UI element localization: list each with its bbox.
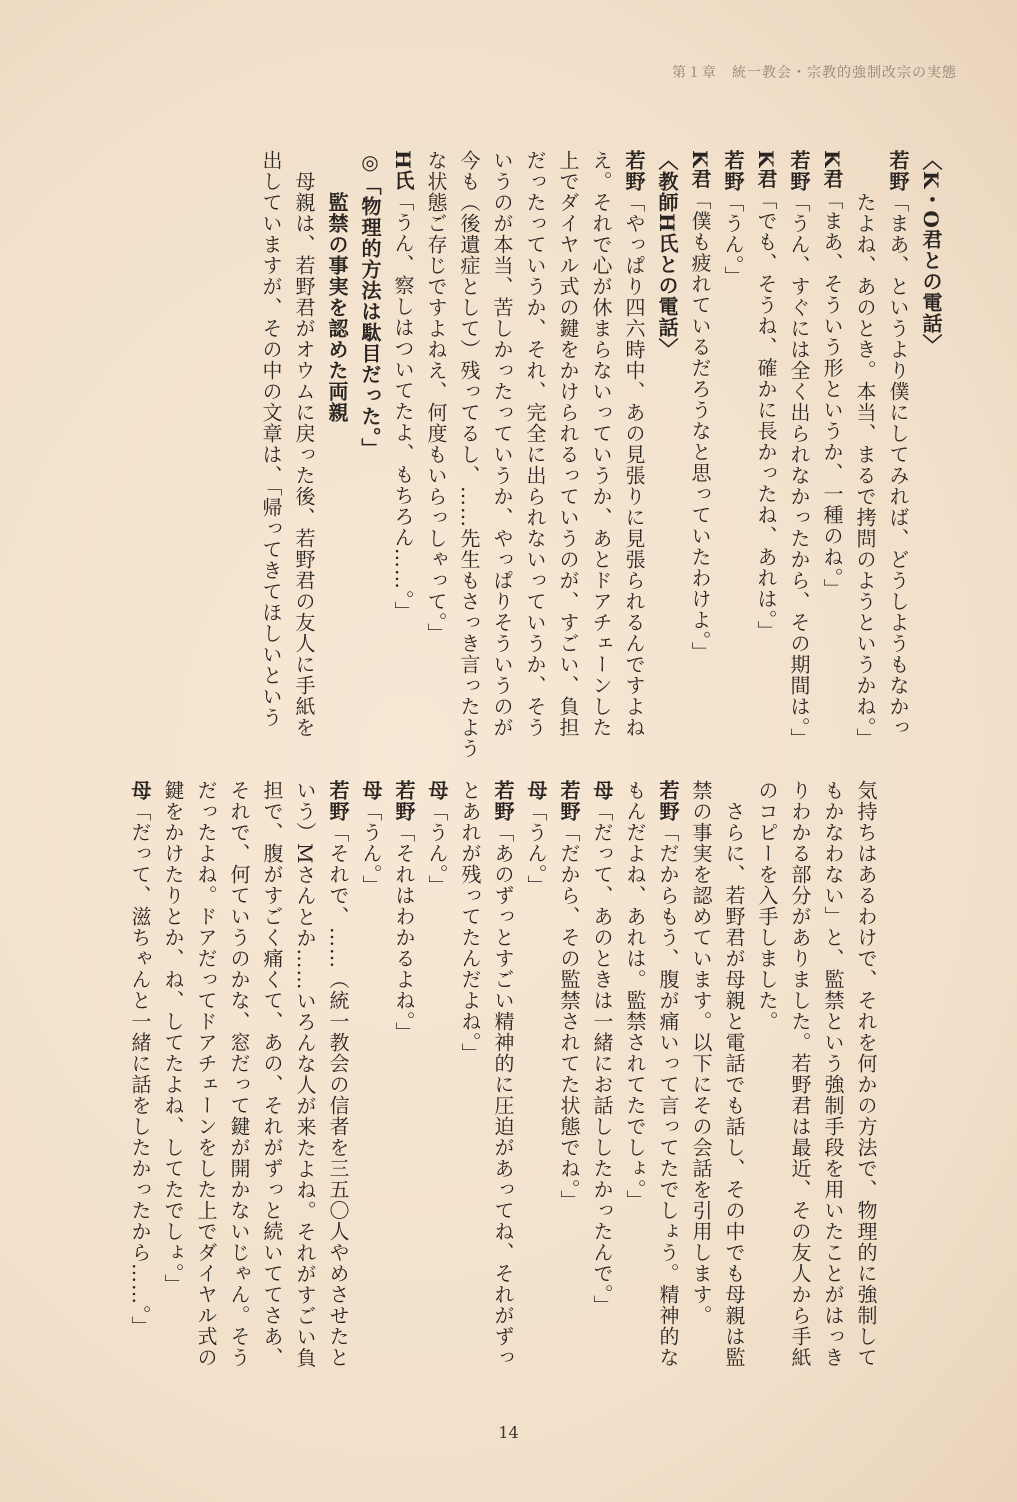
line-text: 母親は、若野君がオウムに戻った後、若野君の友人に手紙を: [292, 150, 316, 738]
text-line: [716, 150, 749, 760]
text-line: [651, 780, 684, 1368]
line-text: 禁の事実を認めています。以下にその会話を引用します。: [689, 780, 713, 1326]
text-line: [320, 150, 353, 760]
text-line: [552, 780, 585, 1350]
line-text: 「うん。」: [359, 801, 383, 896]
line-text: 「それで、……（統一教会の信者を三五〇人やめさせたと: [326, 822, 350, 1368]
line-text: 「だって、滋ちゃんと一緒に話をしたかったから……。」: [128, 801, 152, 1337]
text-line: [254, 150, 287, 760]
line-text: 「うん。」: [524, 801, 548, 896]
text-line: [321, 780, 354, 1368]
speaker-label: 若野: [491, 780, 515, 822]
text-line: [881, 150, 914, 760]
speaker-label: K君: [754, 150, 778, 190]
line-text: 〈K・O君との電話〉: [919, 150, 943, 355]
line-text: とあれが残ってたんだよね。」: [458, 780, 482, 1064]
line-text: 監禁の事実を認めた両親: [325, 150, 349, 423]
text-line: [683, 150, 716, 760]
text-line: [486, 780, 519, 1368]
text-line: [750, 780, 783, 1350]
line-text: 「僕も疲れているだろうなと思っていたわけよ。」: [688, 189, 712, 663]
text-line: [782, 150, 815, 760]
speaker-label: 若野: [392, 780, 416, 822]
lower-text-block: [128, 780, 882, 1369]
line-text: 「やっぱり四六時中、あの見張りに見張られるんですよね: [622, 192, 646, 738]
line-text: な状態ご存じですよねえ、何度もいらっしゃって。」: [424, 150, 448, 644]
text-line: [452, 150, 485, 760]
speaker-label: 若野: [622, 150, 646, 192]
text-line: [189, 780, 222, 1368]
line-text: たよね、あのとき。本当、まるで拷問のようというかね。」: [853, 150, 877, 749]
speaker-label: 母: [128, 780, 152, 801]
line-text: だったよね。ドアだってドアチェーンをした上でダイヤル式の: [194, 780, 218, 1368]
line-text: 「うん、すぐには全く出られなかったから、その期間は。」: [787, 192, 811, 749]
line-text: りわかる部分がありました。若野君は最近、その友人から手紙: [788, 780, 812, 1368]
line-text: え。それで心が休まらないっていうか、あとドアチェーンした: [589, 150, 613, 738]
text-line: [617, 150, 650, 760]
text-line: [288, 780, 321, 1369]
text-line: [914, 150, 947, 760]
text-line: [420, 780, 453, 1350]
speaker-label: 母: [524, 780, 548, 801]
text-line: [387, 780, 420, 1350]
text-line: [222, 780, 255, 1368]
text-line: [849, 780, 882, 1368]
line-text: それで、何ていうのかな、窓だって鍵が開かないじゃん。そう: [227, 780, 251, 1368]
text-line: [386, 150, 419, 760]
text-line: [650, 150, 683, 760]
text-line: [618, 780, 651, 1350]
running-header: 第１章 統一教会・宗教的強制改宗の実態: [672, 65, 957, 81]
speaker-label: 若野: [886, 150, 910, 192]
line-text: だったっていうか、それ、完全に出られないっていうか、そう: [523, 150, 547, 738]
text-line: [816, 780, 849, 1368]
line-text: もんだよね、あれは。監禁されてたでしょ。」: [623, 780, 647, 1211]
speaker-label: K君: [820, 150, 844, 190]
text-line: [551, 150, 584, 760]
line-text: 気持ちはあるわけで、それを何かの方法で、物理的に強制して: [854, 780, 878, 1368]
text-line: [815, 150, 848, 760]
line-text: いうのが本当、苦しかったっていうか、やっぱりそういうのが: [490, 150, 514, 738]
page-number: 14: [498, 1423, 519, 1442]
line-text: いう）Mさんとか……いろんな人が来たよね。それがすごい負: [293, 780, 317, 1369]
text-line: [156, 780, 189, 1350]
text-line: [123, 780, 156, 1350]
text-line: [717, 780, 750, 1368]
line-text: さらに、若野君が母親と電話でも話し、その中でも母親は監: [722, 780, 746, 1368]
text-line: [419, 150, 452, 760]
line-text: 「まあ、そういう形というか、一種のね。」: [820, 189, 844, 600]
text-line: [585, 780, 618, 1350]
line-text: 「まあ、というより僕にしてみれば、どうしようもなかっ: [886, 192, 910, 738]
text-line: [453, 780, 486, 1350]
text-line: [783, 780, 816, 1368]
line-text: 「でも、そうね、確かに長かったね、あれは。」: [754, 189, 778, 642]
line-text: 〈教師H氏との電話〉: [655, 150, 679, 359]
line-text: のコピーを入手しました。: [755, 780, 779, 1032]
line-text: もかなわない」と、監禁という強制手段を用いたことがはっき: [821, 780, 845, 1368]
text-line: [518, 150, 551, 760]
speaker-label: 若野: [557, 780, 581, 822]
line-text: ◎「物理的方法は駄目だった。」: [358, 150, 382, 459]
line-text: 出していますが、その中の文章は、「帰ってきてほしいという: [259, 150, 283, 728]
line-text: 「だから、その監禁されてた状態でね。」: [557, 822, 581, 1211]
speaker-label: 若野: [326, 780, 350, 822]
text-line: [749, 150, 782, 760]
speaker-label: K君: [688, 150, 712, 190]
speaker-label: H氏: [391, 150, 415, 191]
speaker-label: 母: [359, 780, 383, 801]
line-text: 担で、腹がすごく痛くて、あの、それがずっと続いててさあ、: [260, 780, 284, 1368]
speaker-label: 母: [590, 780, 614, 801]
text-line: [848, 150, 881, 760]
speaker-label: 母: [425, 780, 449, 801]
line-text: 今も（後遺症として）残ってるし、……先生もさっき言ったよう: [457, 150, 481, 759]
text-line: [684, 780, 717, 1350]
line-text: 鍵をかけたりとか、ね、してたよね、してたでしょ。」: [161, 780, 185, 1295]
upper-text-block: [87, 150, 947, 760]
text-line: [255, 780, 288, 1368]
line-text: 「あのずっとすごい精神的に圧迫があってね、それがずっ: [491, 822, 515, 1368]
speaker-label: 若野: [656, 780, 680, 822]
line-text: 「うん。」: [425, 801, 449, 896]
line-text: 「うん。」: [721, 192, 745, 287]
line-text: 「だって、あのときは一緒にお話ししたかったんで。」: [590, 801, 614, 1316]
text-line: [519, 780, 552, 1350]
line-text: 上でダイヤル式の鍵をかけられるっていうのが、すごい、負担: [556, 150, 580, 738]
line-text: 「だからもう、腹が痛いって言ってたでしょう。精神的な: [656, 822, 680, 1368]
text-line: [353, 150, 386, 760]
text-line: [485, 150, 518, 760]
speaker-label: 若野: [721, 150, 745, 192]
line-text: 「それはわかるよね。」: [392, 822, 416, 1043]
speaker-label: 若野: [787, 150, 811, 192]
line-text: 「うん、察しはついてたよ、もちろん……。」: [391, 190, 415, 622]
text-line: [354, 780, 387, 1350]
text-line: [287, 150, 320, 760]
text-line: [584, 150, 617, 760]
